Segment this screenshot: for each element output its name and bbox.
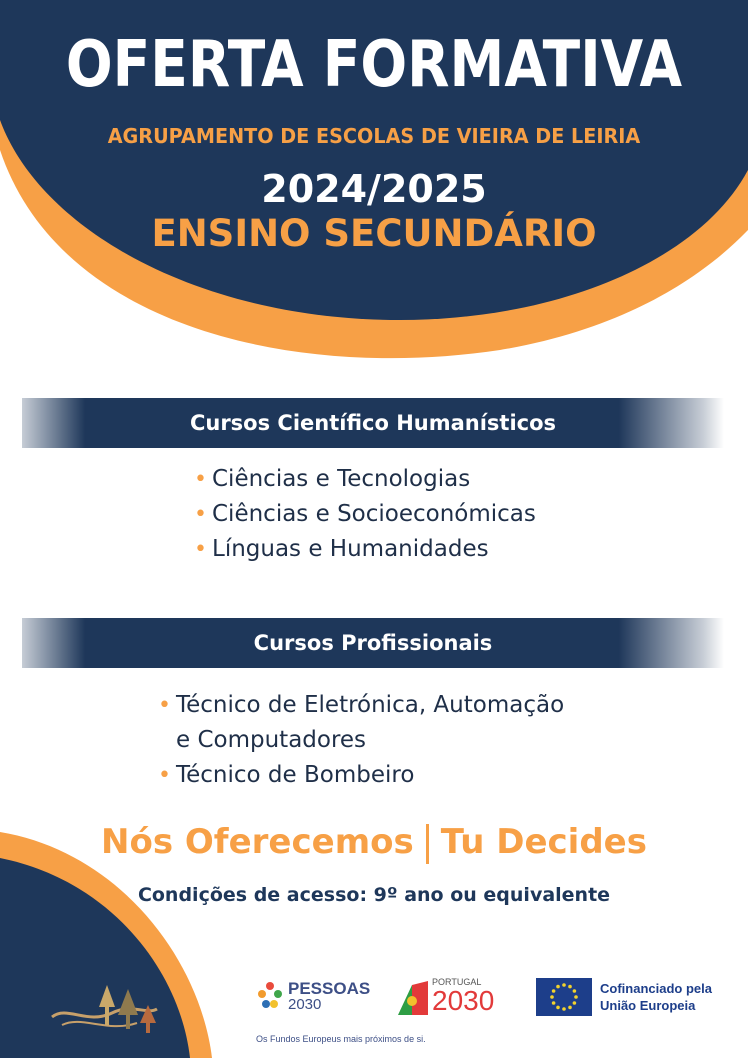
professional-courses-list — [158, 688, 564, 793]
portugal-label: PORTUGAL — [432, 977, 482, 987]
list-item-continuation-text: e Computadores — [176, 727, 367, 753]
scientific-courses-list — [194, 462, 536, 567]
page-title: OFERTA FORMATIVA — [65, 28, 683, 102]
list-item: • Técnico de Bombeiro — [158, 758, 564, 793]
section-heading-label: Cursos Profissionais — [253, 631, 493, 655]
list-item-continuation — [158, 723, 564, 758]
slogan-divider — [426, 824, 429, 864]
school-name: AGRUPAMENTO DE ESCOLAS DE VIEIRA DE LEIRIA — [107, 124, 641, 148]
slogan-right: Tu Decides — [440, 822, 647, 862]
portugal-year: 2030 — [432, 985, 495, 1016]
school-year: 2024/2025 — [261, 167, 487, 211]
list-item: • Técnico de Eletrónica, Automação — [158, 688, 564, 723]
eu-label-line1: Cofinanciado pela — [600, 981, 712, 996]
pessoas-year: 2030 — [288, 996, 322, 1013]
section-heading-label: Cursos Científico Humanísticos — [189, 411, 557, 435]
eu-label-line2: União Europeia — [600, 998, 696, 1013]
portugal-2030-logo — [398, 978, 494, 1015]
list-item: • Ciências e Tecnologias — [194, 462, 536, 497]
eu-flag-icon — [536, 978, 592, 1016]
pessoas-icon — [256, 980, 284, 1012]
funds-tagline: Os Fundos Europeus mais próximos de si. — [256, 1034, 426, 1044]
section-heading-professional — [22, 618, 724, 668]
section-heading-scientific — [22, 398, 724, 448]
education-level: ENSINO SECUNDÁRIO — [151, 212, 597, 255]
portugal-flag-icon — [398, 981, 428, 1015]
list-item: • Ciências e Socioeconómicas — [194, 497, 536, 532]
funding-logos — [250, 972, 730, 1052]
slogan — [0, 822, 748, 864]
pessoas-label: PESSOAS — [288, 979, 371, 998]
pessoas-2030-logo — [256, 980, 370, 1012]
access-conditions: Condições de acesso: 9º ano ou equivalente — [137, 884, 611, 906]
slogan-left: Nós Oferecemos — [101, 822, 414, 862]
list-item: • Línguas e Humanidades — [194, 532, 536, 567]
eu-cofinanced-logo — [536, 978, 712, 1016]
